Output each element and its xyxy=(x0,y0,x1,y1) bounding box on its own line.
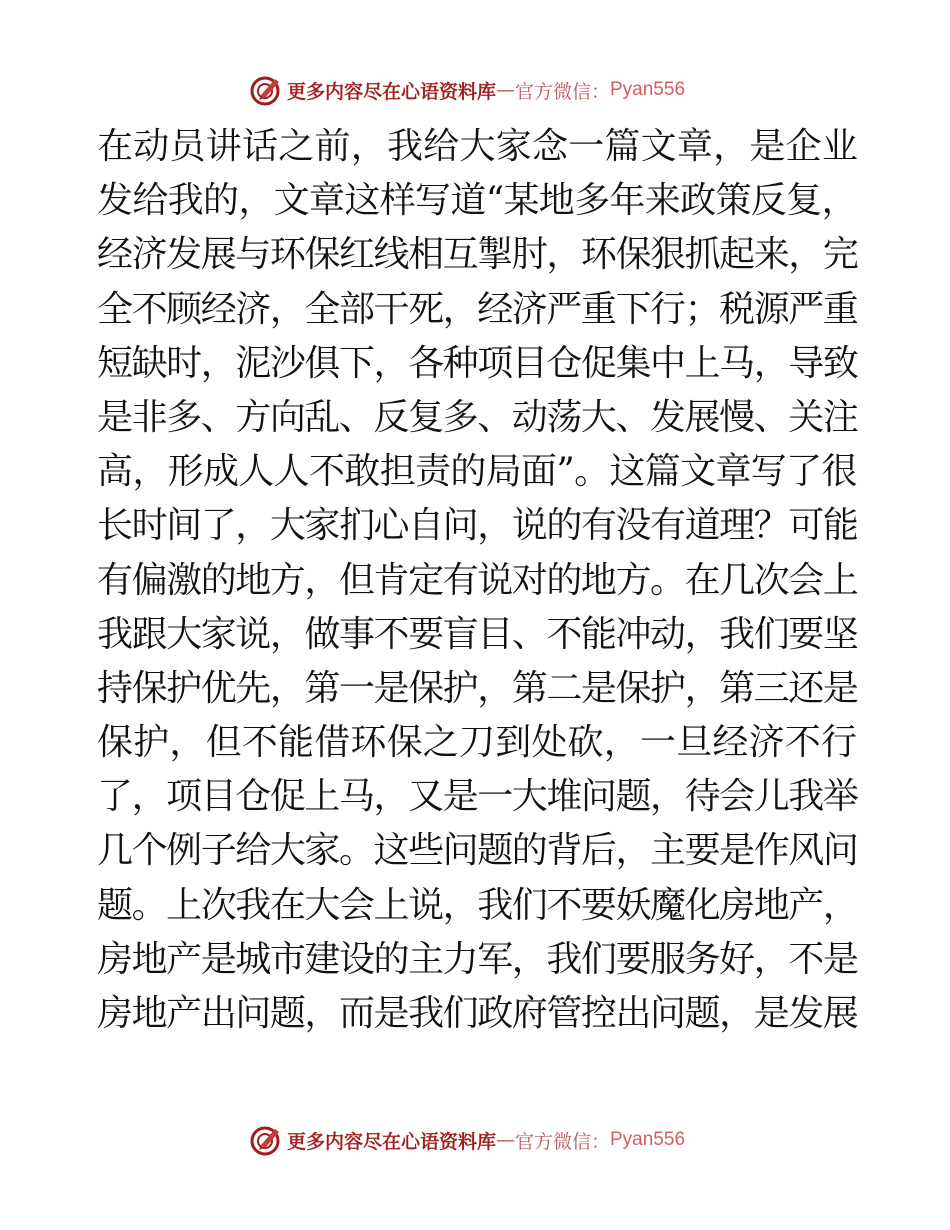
article-line: 房地产出问题，而是我们政府管控出问题，是发展 xyxy=(97,993,858,1034)
header-separator: — xyxy=(495,79,515,101)
article-line: 全不顾经济，全部干死，经济严重下行；税源严重 xyxy=(97,288,858,330)
brand-logo-icon xyxy=(249,73,283,107)
footer-site-text: 更多内容尽在心语资料库 xyxy=(286,1130,496,1153)
article-line: 房地产是城市建设的主力军，我们要服务好，不是 xyxy=(97,938,858,980)
article-line: 是非多、方向乱、反复多、动荡大、发展慢、关注 xyxy=(97,396,858,438)
article-line: 保护，但不能借环保之刀到处砍，一旦经济不行 xyxy=(97,722,858,764)
article-line: 我跟大家说，做事不要盲目、不能冲动，我们要坚 xyxy=(97,613,858,655)
article-line: 有偏激的地方，但肯定有说对的地方。在几次会上 xyxy=(97,559,858,601)
header-contact-id: Pyan556 xyxy=(610,79,686,100)
article-line: 短缺时，泥沙俱下，各种项目仓促集中上马，导致 xyxy=(97,342,858,384)
article-line: 发给我的，文章这样写道“某地多年来政策反复， xyxy=(97,180,857,222)
footer-contact-id: Pyan556 xyxy=(610,1129,686,1150)
article-line: 题。上次我在大会上说，我们不要妖魔化房地产， xyxy=(97,884,858,926)
footer-contact-label: 官方微信： xyxy=(514,1130,610,1153)
header-contact-label: 官方微信： xyxy=(514,80,610,103)
header-site-text: 更多内容尽在心语资料库 xyxy=(286,80,496,103)
article-line: 几个例子给大家。这些问题的背后，主要是作风问 xyxy=(97,830,858,872)
article-line: 持保护优先，第一是保护，第二是保护，第三还是 xyxy=(97,667,858,709)
brand-logo-icon xyxy=(249,1123,283,1157)
footer-watermark xyxy=(0,1120,950,1160)
article-line: 经济发展与环保红线相互掣肘，环保狠抓起来，完 xyxy=(97,234,858,276)
article-body xyxy=(97,120,857,1041)
header-watermark xyxy=(0,70,950,110)
article-line: 高，形成人人不敢担责的局面”。这篇文章写了很 xyxy=(97,451,857,493)
article-line: 长时间了，大家扪心自问，说的有没有道理？可能 xyxy=(97,505,858,547)
header-watermark-content xyxy=(249,73,685,107)
footer-separator: — xyxy=(495,1129,515,1151)
footer-watermark-content xyxy=(249,1123,685,1157)
article-line: 在动员讲话之前，我给大家念一篇文章，是企业 xyxy=(97,126,859,167)
article-line: 了，项目仓促上马，又是一大堆问题，待会儿我举 xyxy=(97,776,858,818)
